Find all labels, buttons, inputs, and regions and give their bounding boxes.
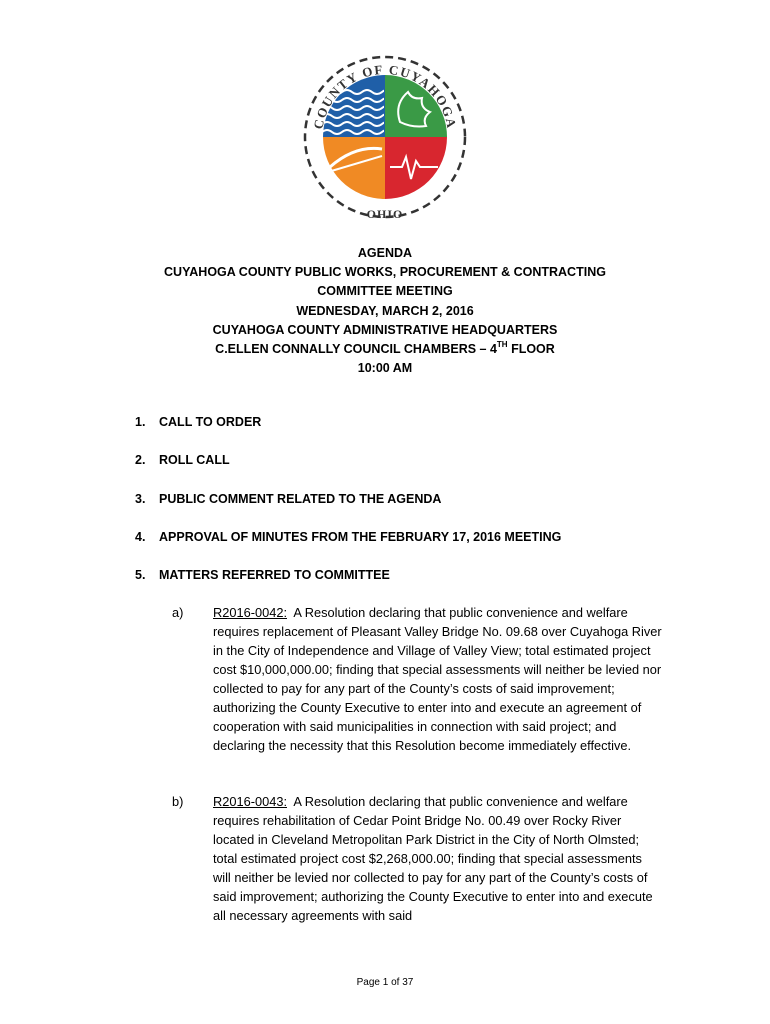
heading-meeting: COMMITTEE MEETING xyxy=(317,284,453,299)
item-text: ROLL CALL xyxy=(159,453,230,467)
resolution-code-link[interactable]: R2016-0043: xyxy=(213,794,287,809)
item-number: 2. xyxy=(135,453,146,467)
heading-room-name: C.ELLEN CONNALLY COUNCIL CHAMBERS – 4 xyxy=(215,342,497,357)
seal-bottom-text: OHIO xyxy=(366,207,404,221)
seal-top-text: COUNTY OF CUYAHOGA xyxy=(310,61,460,131)
item-text: PUBLIC COMMENT RELATED TO THE AGENDA xyxy=(159,492,442,506)
resolution-letter: b) xyxy=(172,794,184,809)
heading-time: 10:00 AM xyxy=(357,361,413,376)
resolution-body xyxy=(213,603,663,755)
resolution-text: A Resolution declaring that public convenience and welfare requires rehabilitation of Cedar Point Bridge No. 00.49 over Rocky River located in Cleveland Metropolitan Park District in the City of North Olmsted; total estimated project cost $2,268,000.00; finding that special assessments will neither be levied nor collected to pay for any part of the County’s costs of said improvement; authorizing the County Executive to enter into and execute all necessary agreements with said xyxy=(213,794,653,923)
county-seal-logo xyxy=(300,42,470,232)
resolution-body xyxy=(213,792,663,925)
item-text: MATTERS REFERRED TO COMMITTEE xyxy=(159,568,390,582)
heading-room-sup: TH xyxy=(496,340,508,350)
heading-date: WEDNESDAY, MARCH 2, 2016 xyxy=(296,303,474,318)
agenda-item xyxy=(135,529,561,545)
heading-room xyxy=(0,340,770,359)
heading-location: CUYAHOGA COUNTY ADMINISTRATIVE HEADQUARTERS xyxy=(212,322,558,337)
heading-title: AGENDA xyxy=(357,246,413,260)
resolution-letter: a) xyxy=(172,605,184,620)
agenda-item xyxy=(135,414,261,430)
item-text: APPROVAL OF MINUTES FROM THE FEBRUARY 17, 2016 MEETING xyxy=(159,530,562,544)
heading-committee: CUYAHOGA COUNTY PUBLIC WORKS, PROCUREMENT & CONTRACTING xyxy=(164,265,606,280)
agenda-heading xyxy=(0,244,770,378)
item-number: 5. xyxy=(135,568,146,582)
page-number: Page 1 of 37 xyxy=(356,977,414,988)
agenda-item xyxy=(135,491,441,507)
resolution-text: A Resolution declaring that public convenience and welfare requires replacement of Pleasant Valley Bridge No. 09.68 over Cuyahoga River in the City of Independence and Village of Valley View; total estimated project cost $10,000,000.00; finding that special assessments will neither be levied nor collected to pay for any part of the County’s costs of said improvement; authorizing the County Executive to enter into and execute an agreement of cooperation with said municipalities in connection with said project; and declaring the necessity that this Resolution become immediately effective. xyxy=(213,605,662,753)
agenda-item xyxy=(135,567,390,583)
item-number: 1. xyxy=(135,415,146,429)
agenda-item xyxy=(135,452,230,468)
item-number: 4. xyxy=(135,530,146,544)
item-number: 3. xyxy=(135,492,146,506)
heading-room-floor: FLOOR xyxy=(507,342,555,357)
item-text: CALL TO ORDER xyxy=(159,415,262,429)
resolution-code-link[interactable]: R2016-0042: xyxy=(213,605,287,620)
